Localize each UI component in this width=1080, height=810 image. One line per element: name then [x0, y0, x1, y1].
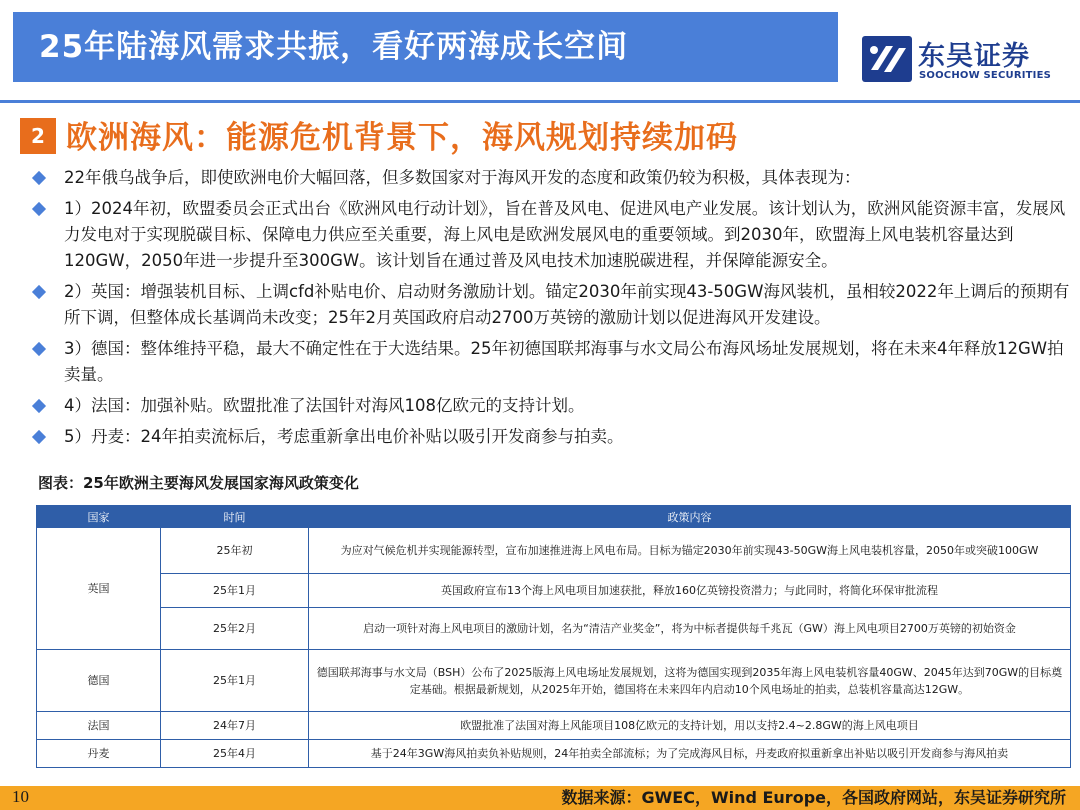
column-header-time: 时间 — [161, 506, 309, 528]
section-number-badge: 2 — [20, 118, 56, 154]
figure-title: 图表：25年欧洲主要海风发展国家海风政策变化 — [38, 474, 359, 492]
bullet-text: 2）英国：增强装机目标、上调cfd补贴电价、启动财务激励计划。锚定2030年前实现43-50GW海风装机，虽相较2022年上调后的预期有所下调，但整体成长基调尚未改变；25年2月英国政府启动2700万英镑的激励计划以促进海风开发建设。 — [64, 282, 1070, 327]
time-cell: 25年1月 — [161, 574, 309, 608]
diamond-bullet-icon — [32, 285, 46, 299]
bullet-list — [30, 165, 1070, 455]
table-row — [37, 740, 1071, 768]
content-cell: 英国政府宣布13个海上风电项目加速获批，释放160亿英镑投资潜力；与此同时，将简化环保审批流程 — [309, 574, 1071, 608]
logo-text-en: SOOCHOW SECURITIES — [919, 70, 1052, 81]
data-source: 数据来源：GWEC，Wind Europe，各国政府网站，东吴证券研究所 — [561, 788, 1066, 807]
country-cell: 德国 — [37, 650, 161, 712]
footer-bar — [0, 786, 1080, 810]
country-cell: 法国 — [37, 712, 161, 740]
content-cell: 启动一项针对海上风电项目的激励计划，名为“清洁产业奖金”，将为中标者提供每千兆瓦（GW）海上风电项目2700万英镑的初始资金 — [309, 608, 1071, 650]
time-cell: 25年2月 — [161, 608, 309, 650]
table-header-row — [37, 506, 1071, 528]
bullet-text: 1）2024年初，欧盟委员会正式出台《欧洲风电行动计划》，旨在普及风电、促进风电产业发展。该计划认为，欧洲风能资源丰富，发展风力发电对于实现脱碳目标、保障电力供应至关重要，海上风电是欧洲发展风电的重要领域。到2030年，欧盟海上风电装机容量达到120GW，2050年进一步提升至300GW。该计划旨在通过普及风电技术加速脱碳进程，并保障能源安全。 — [64, 199, 1066, 270]
soochow-logo-icon — [862, 36, 912, 82]
section-title: 欧洲海风：能源危机背景下，海风规划持续加码 — [66, 120, 738, 156]
diamond-bullet-icon — [32, 171, 46, 185]
time-cell: 24年7月 — [161, 712, 309, 740]
table-row — [37, 608, 1071, 650]
diamond-bullet-icon — [32, 399, 46, 413]
company-logo — [862, 36, 1062, 86]
diamond-bullet-icon — [32, 430, 46, 444]
header-divider — [0, 100, 1080, 103]
bullet-item — [30, 424, 1070, 450]
table-row — [37, 574, 1071, 608]
page-number: 10 — [12, 787, 29, 806]
logo-text-cn: 东吴证券 — [918, 41, 1030, 72]
time-cell: 25年4月 — [161, 740, 309, 768]
bullet-item — [30, 336, 1070, 388]
time-cell: 25年初 — [161, 528, 309, 574]
bullet-text: 4）法国：加强补贴。欧盟批准了法国针对海风108亿欧元的支持计划。 — [64, 396, 585, 415]
table-row — [37, 650, 1071, 712]
table-row — [37, 712, 1071, 740]
bullet-item — [30, 196, 1070, 274]
bullet-text: 3）德国：整体维持平稳，最大不确定性在于大选结果。25年初德国联邦海事与水文局公布海风场址发展规划，将在未来4年释放12GW拍卖量。 — [64, 339, 1064, 384]
content-cell: 德国联邦海事与水文局（BSH）公布了2025版海上风电场址发展规划，这将为德国实现到2035年海上风电装机容量40GW、2045年达到70GW的目标奠定基础。根据最新规划，从2025年开始，德国将在未来四年内启动10个风电场址的拍卖，总装机容量高达12GW。 — [309, 650, 1071, 712]
page-title: 25年陆海风需求共振，看好两海成长空间 — [39, 29, 629, 65]
country-cell: 英国 — [37, 528, 161, 650]
diamond-bullet-icon — [32, 202, 46, 216]
column-header-country: 国家 — [37, 506, 161, 528]
bullet-item — [30, 165, 1070, 191]
table-row — [37, 528, 1071, 574]
country-cell: 丹麦 — [37, 740, 161, 768]
time-cell: 25年1月 — [161, 650, 309, 712]
bullet-item — [30, 279, 1070, 331]
bullet-text: 5）丹麦：24年拍卖流标后，考虑重新拿出电价补贴以吸引开发商参与拍卖。 — [64, 427, 624, 446]
content-cell: 欧盟批准了法国对海上风能项目108亿欧元的支持计划，用以支持2.4~2.8GW的海上风电项目 — [309, 712, 1071, 740]
content-cell: 为应对气候危机并实现能源转型，宣布加速推进海上风电布局。目标为锚定2030年前实现43-50GW海上风电装机容量，2050年或突破100GW — [309, 528, 1071, 574]
bullet-text: 22年俄乌战争后，即使欧洲电价大幅回落，但多数国家对于海风开发的态度和政策仍较为积极，具体表现为： — [64, 168, 861, 187]
policy-table — [36, 505, 1071, 768]
content-cell: 基于24年3GW海风拍卖负补贴规则，24年拍卖全部流标；为了完成海风目标，丹麦政府拟重新拿出补贴以吸引开发商参与海风拍卖 — [309, 740, 1071, 768]
bullet-item — [30, 393, 1070, 419]
header-bar — [13, 12, 838, 82]
column-header-content: 政策内容 — [309, 506, 1071, 528]
diamond-bullet-icon — [32, 342, 46, 356]
